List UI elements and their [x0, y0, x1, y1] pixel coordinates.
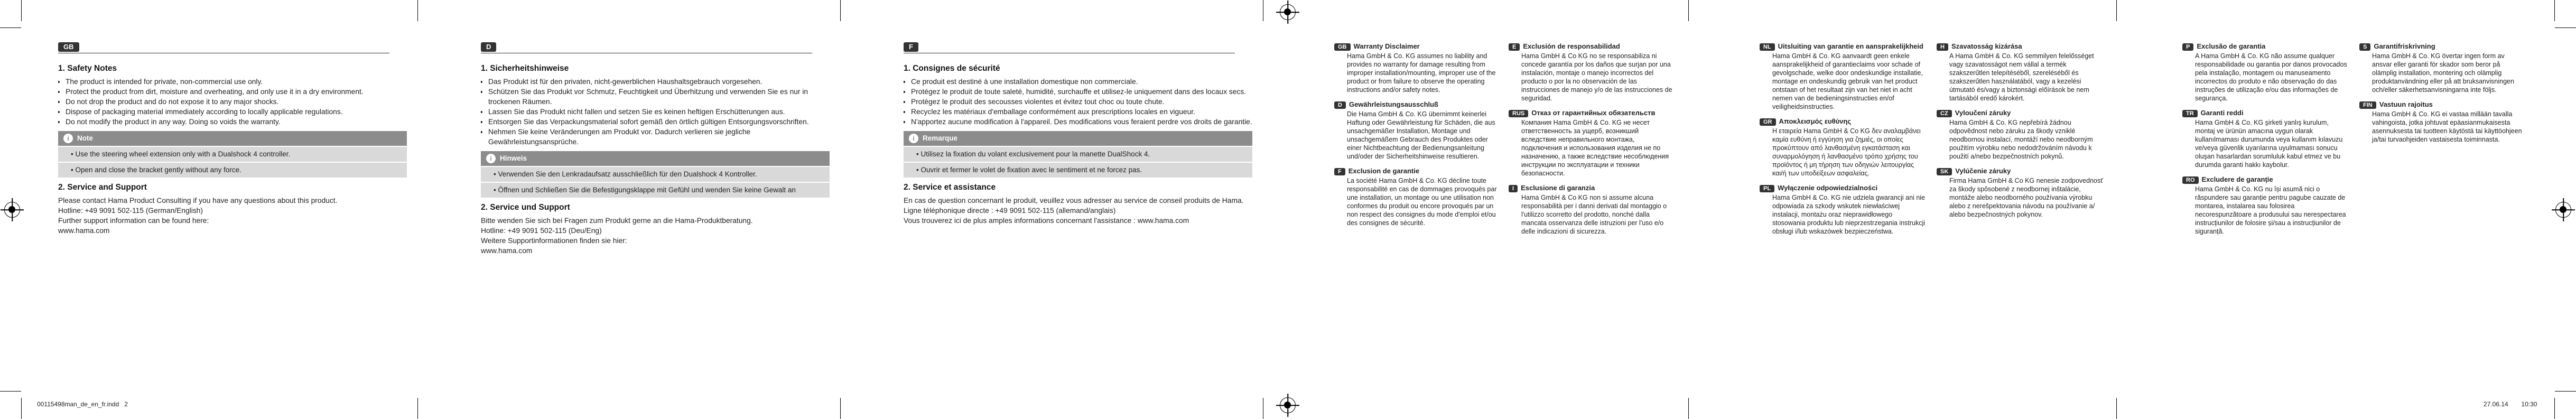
- crop-mark: [1688, 0, 1689, 21]
- warranty-text: Hama GmbH & Co. KG aanvaardt geen enkele aansprakelijkheid of garantieclaims voor schade of gevolgschade, welke door ondeskundige installatie, montage en ondeskundig gebruik van het product ontstaan of het resultaat zijn van het niet in acht nemen van de bedieningsinstructies en/of veiligheidsinstructies.: [1772, 52, 1923, 110]
- note-item: • Verwenden Sie den Lenkradaufsatz ausschließlich für den Dualshock 4 Kontroller.: [481, 166, 830, 182]
- warranty-text: La société Hama GmbH & Co. KG décline toute responsabilité en cas de dommages provoqués par une installation, un montage ou une utilisation non conformes du produit ou encore provoqués par un non respect des consignes du mode d'emploi et/ou des consignes de sécurité.: [1347, 177, 1497, 227]
- crop-mark: [840, 0, 841, 21]
- note-item: • Open and close the bracket gently without any force.: [58, 162, 407, 178]
- list-item: • Protégez le produit des secousses violentes et évitez tout choc ou toute chute.: [911, 97, 1252, 107]
- warranty-text: Hama GmbH & Co. KG nie udziela gwarancji ani nie odpowiada za szkody wskutek niewłaściwej instalacji, montażu oraz nieprawidłowego stosowania produktu lub nieprzestrzegania instrukcji obsługi i/lub wskazówek bezpieczeństwa.: [1772, 194, 1926, 235]
- crop-mark: [417, 398, 418, 419]
- language-flag: P: [2182, 43, 2193, 51]
- language-flag: GR: [1760, 118, 1776, 126]
- warranty-column-right: [1937, 42, 2103, 225]
- note-item: • Öffnen und Schließen Sie die Befestigungsklappe mit Gefühl und wenden Sie keine Gewalt an: [481, 182, 830, 198]
- warranty-title: Exclusion de garantie: [1348, 167, 1420, 175]
- warranty-text: Hama GmbH & Co KG non si assume alcuna responsabilità per i danni derivati dal montaggio o l'utilizzo scorretto del prodotto, nonché dalla mancata osservanza delle istruzioni per l'uso e/o delle indicazioni di sicurezza.: [1521, 194, 1667, 235]
- page-gb: [58, 42, 407, 380]
- warranty-title: Warranty Disclaimer: [1353, 42, 1420, 50]
- note-item: • Ouvrir et fermer le volet de fixation avec le sentiment et ne forcez pas.: [904, 162, 1252, 178]
- service-title: 2. Service and Support: [58, 183, 147, 192]
- page-f: [904, 42, 1252, 380]
- list-item: • Dispose of packaging material immediately according to locally applicable regulations.: [66, 107, 407, 117]
- warranty-block-cz: [1937, 109, 2103, 161]
- list-item: • Recyclez les matériaux d'emballage conformément aux prescriptions locales en vigueur.: [911, 107, 1252, 117]
- warranty-block-h: [1937, 42, 2103, 103]
- page-warranty-2: [1760, 42, 2108, 380]
- warranty-column-left: [1334, 42, 1498, 234]
- warranty-block-nl: [1760, 42, 1926, 111]
- warranty-text: Firma Hama GmbH & Co KG nenesie zodpovednosť za škody spôsobené z neodbornej inštalácie, montáže alebo neodborného používania výrobku alebo z nerešpektovania návodu na používanie a/ alebo bezpečnostných pokynov.: [1949, 177, 2103, 218]
- warranty-text: Η εταιρεία Hama GmbH & Co KG δεν αναλαμβάνει καμία ευθύνη ή εγγύηση για ζημιές, οι οποίες προκύπτουν από λανθασμένη εγκατάσταση και συναρμολόγηση ή λανθασμένο τρόπο χρήσης του προϊόντος ή μη τήρηση των οδηγιών λειτουργίας και/ή των υποδείξεων ασφαλείας.: [1772, 127, 1921, 177]
- registration-mark-bottom-center: [1280, 397, 1296, 413]
- service-title: 2. Service et assistance: [904, 183, 996, 192]
- warranty-text: Hama GmbH & Co KG no se responsabiliza ni concede garantía por los daños que surjan por una instalación, montaje o manejo incorrectos del producto o por la no observación de las instrucciones de manejo y/o de las instrucciones de seguridad.: [1521, 52, 1672, 102]
- list-item: • Entsorgen Sie das Verpackungsmaterial sofort gemäß den örtlich gültigen Entsorgungsvorschriften.: [488, 117, 830, 127]
- list-item: • Protégez le produit de toute saleté, humidité, surchauffe et utilisez-le uniquement dans des locaux secs.: [911, 87, 1252, 97]
- crop-mark: [840, 398, 841, 419]
- language-flag: GB: [1334, 43, 1351, 51]
- warranty-column-left: [2182, 42, 2349, 242]
- info-icon: i: [909, 134, 918, 143]
- warranty-block-e: [1509, 42, 1672, 103]
- list-item: • Schützen Sie das Produkt vor Schmutz, Feuchtigkeit und Überhitzung und verwenden Sie es nur in trockenen Räumen.: [488, 87, 830, 107]
- crop-mark: [0, 27, 21, 28]
- language-flag: CZ: [1937, 110, 1952, 117]
- warranty-title: Esclusione di garanzia: [1521, 184, 1595, 192]
- warranty-title: Exclusão de garantia: [2197, 42, 2266, 50]
- language-flag: I: [1509, 185, 1518, 192]
- crop-mark: [417, 0, 418, 21]
- note-item: • Utilisez la fixation du volant exclusivement pour la manette DualShock 4.: [904, 146, 1252, 162]
- warranty-text: Hama GmbH & Co. KG nepřebírá žádnou odpovědnost nebo záruku za škody vzniklé neodbornou instalací, montáží nebo neodborným použitím výrobku nebo nedodržováním návodu k použití a/nebo bezpečnostních pokynů.: [1949, 119, 2093, 160]
- warranty-text: Компания Hama GmbH & Co. KG не несет ответственность за ущерб, возникший вследствие неправильного монтажа, подключения и использования изделия не по назначению, а также вследствие несоблюдения инструкции по эксплуатации и техники безопасности.: [1521, 119, 1669, 177]
- warranty-block-s: [2359, 42, 2526, 94]
- warranty-title: Vyloučení záruky: [1955, 109, 2011, 117]
- service-line: Ligne téléphonique directe : +49 9091 502-115 (allemand/anglais): [904, 207, 1116, 215]
- service-line: Please contact Hama Product Consulting if you have any questions about this product.: [58, 197, 338, 204]
- service-line: www.hama.com: [58, 227, 110, 235]
- language-flag: E: [1509, 43, 1520, 51]
- safety-list: [58, 77, 407, 127]
- language-flag: D: [1334, 101, 1346, 109]
- warranty-block-gr: [1760, 117, 1926, 178]
- note-box: [904, 131, 1252, 178]
- language-flag-d: D: [481, 42, 496, 52]
- warranty-title: Gewährleistungsausschluß: [1349, 100, 1438, 108]
- warranty-title: Garanti reddi: [2200, 109, 2244, 117]
- warranty-text: Hama GmbH & Co. KG nu își asumă nici o răspundere sau garanție pentru pagube cauzate de montarea, instalarea sau folosirea necorespunzătoare a produsului sau nerespectarea instrucțiunilor de folosire și/sau a instrucțiunilor de siguranță.: [2195, 185, 2346, 235]
- print-date: 27.06.14: [2484, 401, 2508, 408]
- info-icon: i: [486, 154, 496, 163]
- note-title: Note: [77, 134, 93, 142]
- warranty-block-rus: [1509, 109, 1672, 178]
- page-warranty-1: [1334, 42, 1678, 380]
- list-item: • Do not modify the product in any way. Doing so voids the warranty.: [66, 117, 407, 127]
- warranty-title: Vastuun rajoitus: [2379, 100, 2433, 108]
- note-box: [58, 131, 407, 178]
- service-line: Further support information can be found here:: [58, 217, 209, 225]
- language-flag: SK: [1937, 168, 1952, 175]
- warranty-title: Exclusión de responsabilidad: [1523, 42, 1620, 50]
- language-flag: S: [2359, 43, 2370, 51]
- crop-mark: [2116, 398, 2117, 419]
- list-item: • Ce produit est destiné à une installation domestique non commerciale.: [911, 77, 1252, 87]
- warranty-text: Die Hama GmbH & Co. KG übernimmt keinerlei Haftung oder Gewährleistung für Schäden, die aus unsachgemäßer Installation, Montage und unsachgemäßem Gebrauch des Produktes oder einer Nichtbeachtung der Bedienungsanleitung und/oder der Sicherheitshinweise resultieren.: [1347, 110, 1495, 160]
- warranty-block-gb: [1334, 42, 1498, 94]
- warranty-block-sk: [1937, 167, 2103, 219]
- print-time: 10:30: [2521, 401, 2537, 408]
- warranty-title: Wyłączenie odpowiedzialności: [1778, 184, 1878, 192]
- warranty-title: Uitsluiting van garantie en aansprakelijkheid: [1778, 42, 1923, 50]
- language-flag: FIN: [2359, 101, 2376, 109]
- safety-title: 1. Sicherheitshinweise: [481, 64, 569, 73]
- safety-title: 1. Consignes de sécurité: [904, 64, 1000, 73]
- warranty-title: Excludere de garanție: [2201, 175, 2273, 183]
- warranty-block-fin: [2359, 100, 2526, 144]
- warranty-block-tr: [2182, 109, 2349, 169]
- warranty-text: Hama GmbH & Co. KG assumes no liability and provides no warranty for damage resulting from improper installation/mounting, improper use of the product or from failure to observe the operating instructions and/or safety notes.: [1347, 52, 1496, 94]
- registration-mark-right: [2555, 202, 2571, 218]
- warranty-column-right: [1509, 42, 1672, 242]
- page-d: [481, 42, 830, 380]
- language-flag: RUS: [1509, 110, 1528, 117]
- list-item: • N'apportez aucune modification à l'appareil. Des modifications vous feraient perdre vos droits de garantie.: [911, 117, 1252, 127]
- warranty-block-ro: [2182, 175, 2349, 236]
- language-flag-gb: GB: [58, 42, 79, 52]
- language-flag: F: [1334, 168, 1345, 175]
- warranty-column-right: [2359, 42, 2526, 150]
- warranty-title: Vylúčenie záruky: [1955, 167, 2011, 175]
- info-icon: i: [63, 134, 73, 143]
- language-flag-f: F: [904, 42, 918, 52]
- language-flag: RO: [2182, 176, 2199, 184]
- registration-mark-top-center: [1280, 4, 1296, 20]
- service-line: Weitere Supportinformationen finden sie hier:: [481, 237, 627, 245]
- language-flag: NL: [1760, 43, 1775, 51]
- note-title: Remarque: [923, 134, 958, 142]
- list-item: • The product is intended for private, non-commercial use only.: [66, 77, 407, 87]
- crop-mark: [1688, 398, 1689, 419]
- crop-mark: [2555, 391, 2576, 392]
- note-item: • Use the steering wheel extension only with a Dualshock 4 controller.: [58, 146, 407, 162]
- warranty-title: Отказ от гарантийных обязательств: [1531, 109, 1656, 117]
- crop-mark: [2116, 0, 2117, 21]
- language-flag: H: [1937, 43, 1948, 51]
- note-title: Hinweis: [500, 154, 527, 162]
- crop-mark: [0, 391, 21, 392]
- safety-list: [481, 77, 830, 147]
- crop-mark: [2554, 398, 2555, 419]
- service-line: www.hama.com: [481, 247, 533, 255]
- service-title: 2. Service und Support: [481, 203, 570, 212]
- language-flag: TR: [2182, 110, 2198, 117]
- registration-mark-left: [4, 202, 20, 218]
- warranty-text: Hama GmbH & Co. KG şirketi yanlış kurulum, montaj ve ürünün amacına uygun olarak kullanılmaması durumunda veya kullanım kılavuzu ve/veya güvenlik uyarılarına uyulmaması sonucu oluşan hasarlardan sorumluluk kabul etmez ve bu durumda garanti hakkı kaybolur.: [2195, 119, 2343, 169]
- list-item: • Protect the product from dirt, moisture and overheating, and only use it in a dry environment.: [66, 87, 407, 97]
- warranty-block-p: [2182, 42, 2349, 103]
- service-line: En cas de question concernant le produit, veuillez vous adresser au service de conseil produits de Hama.: [904, 197, 1244, 204]
- file-slug: 00115498man_de_en_fr.indd 2: [37, 401, 128, 408]
- crop-mark: [2554, 0, 2555, 21]
- warranty-block-i: [1509, 184, 1672, 236]
- warranty-text: Hama GmbH & Co. KG ei vastaa millään tavalla vahingoista, jotka johtuvat epäasianmukaisesta asennuksesta tai tuotteen käytöstä tai käyttöohjeen ja/tai turvaohjeiden vastaisesta toiminnasta.: [2372, 110, 2522, 143]
- warranty-text: Hama GmbH & Co. KG övertar ingen form av ansvar eller garanti för skador som beror på olämplig installation, montering och olämplig produktanvändning eller på att bruksanvisningen och/eller säkerhetsanvisningarna inte följs.: [2372, 52, 2514, 94]
- warranty-title: Szavatosság kizárása: [1951, 42, 2022, 50]
- warranty-block-pl: [1760, 184, 1926, 236]
- service-line: Hotline: +49 9091 502-115 (German/English): [58, 207, 203, 215]
- list-item: • Das Produkt ist für den privaten, nicht-gewerblichen Haushaltsgebrauch vorgesehen.: [488, 77, 830, 87]
- list-item: • Nehmen Sie keine Veränderungen am Produkt vor. Dadurch verlieren sie jegliche Gewährleistungsansprüche.: [488, 127, 830, 147]
- crop-mark: [2555, 27, 2576, 28]
- service-line: Bitte wenden Sie sich bei Fragen zum Produkt gerne an die Hama-Produktberatung.: [481, 217, 753, 225]
- warranty-title: Αποκλεισμός ευθύνης: [1779, 117, 1852, 125]
- page-warranty-3: [2182, 42, 2531, 380]
- warranty-text: A Hama GmbH & Co. KG semmilyen felelősséget vagy szavatosságot nem vállal a termék szakszerűtlen telepítéséből, szereléséből és szakszerűtlen használatából, vagy a kezelési útmutató és/vagy a biztonsági előírások be nem tartásából eredő károkért.: [1949, 52, 2094, 102]
- safety-list: [904, 77, 1252, 127]
- crop-mark: [21, 398, 22, 419]
- note-box: [481, 151, 830, 198]
- language-flag: PL: [1760, 185, 1774, 192]
- warranty-column-left: [1760, 42, 1926, 242]
- print-timestamp: [2484, 401, 2537, 408]
- warranty-block-f: [1334, 167, 1498, 227]
- warranty-text: A Hama GmbH & Co. KG não assume qualquer responsabilidade ou garantia por danos provocados pela instalação, montagem ou manuseamento incorrectos do produto e não observação do das instruções de utilização e/ou das informações de segurança.: [2195, 52, 2347, 102]
- service-line: Hotline: +49 9091 502-115 (Deu/Eng): [481, 227, 602, 235]
- crop-mark: [21, 0, 22, 21]
- list-item: • Do not drop the product and do not expose it to any major shocks.: [66, 97, 407, 107]
- list-item: • Lassen Sie das Produkt nicht fallen und setzen Sie es keinen heftigen Erschütterungen aus.: [488, 107, 830, 117]
- warranty-block-d: [1334, 100, 1498, 161]
- service-line: Vous trouverez ici de plus amples informations concernant l'assistance : www.hama.com: [904, 217, 1189, 225]
- safety-title: 1. Safety Notes: [58, 64, 117, 73]
- warranty-title: Garantifriskrivning: [2374, 42, 2435, 50]
